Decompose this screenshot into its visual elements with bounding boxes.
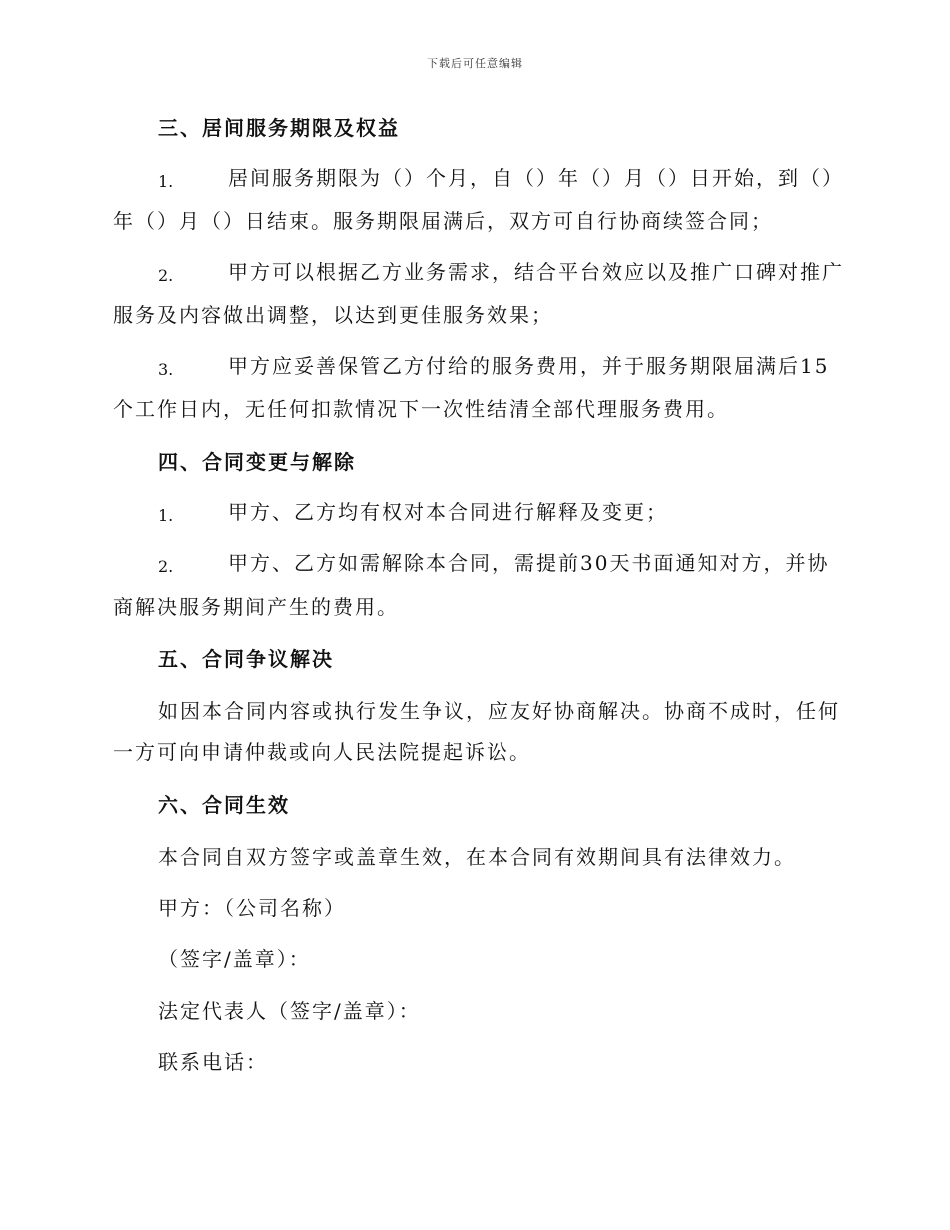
list-number: 2. bbox=[158, 557, 174, 576]
paragraph-line: 甲方应妥善保管乙方付给的服务费用，并于服务期限届满后15 bbox=[228, 354, 830, 378]
party-a-label: 甲方：（公司名称） bbox=[158, 896, 346, 920]
paragraph-line: 一方可向申请仲裁或向人民法院提起诉讼。 bbox=[113, 740, 531, 764]
section-heading: 五、合同争议解决 bbox=[158, 647, 334, 671]
list-number: 3. bbox=[158, 360, 174, 379]
paragraph-line: 年（）月（）日结束。服务期限届满后，双方可自行协商续签合同； bbox=[113, 209, 773, 233]
paragraph-line: 商解决服务期间产生的费用。 bbox=[113, 595, 399, 619]
list-number: 2. bbox=[158, 266, 174, 285]
paragraph-line: 居间服务期限为（）个月，自（）年（）月（）日开始，到（） bbox=[228, 166, 844, 190]
section-heading: 三、居间服务期限及权益 bbox=[158, 116, 400, 140]
legal-rep-label: 法定代表人（签字/盖章）： bbox=[158, 999, 421, 1023]
paragraph-line: 本合同自双方签字或盖章生效，在本合同有效期间具有法律效力。 bbox=[158, 845, 796, 869]
section-heading: 四、合同变更与解除 bbox=[158, 450, 356, 474]
page-header: 下载后可任意编辑 bbox=[427, 57, 523, 70]
paragraph-line: 甲方可以根据乙方业务需求，结合平台效应以及推广口碑对推广 bbox=[228, 260, 844, 284]
list-number: 1. bbox=[158, 172, 174, 191]
paragraph-line: 如因本合同内容或执行发生争议，应友好协商解决。协商不成时，任何 bbox=[158, 699, 840, 723]
paragraph-line: 甲方、乙方均有权对本合同进行解释及变更； bbox=[228, 500, 668, 524]
list-number: 1. bbox=[158, 506, 174, 525]
paragraph-line: 甲方、乙方如需解除本合同，需提前30天书面通知对方，并协 bbox=[228, 551, 830, 575]
section-heading: 六、合同生效 bbox=[158, 793, 290, 817]
paragraph-line: 个工作日内，无任何扣款情况下一次性结清全部代理服务费用。 bbox=[113, 397, 729, 421]
phone-label: 联系电话： bbox=[158, 1050, 268, 1074]
paragraph-line: 服务及内容做出调整，以达到更佳服务效果； bbox=[113, 303, 553, 327]
sign-label: （签字/盖章）： bbox=[158, 947, 311, 971]
